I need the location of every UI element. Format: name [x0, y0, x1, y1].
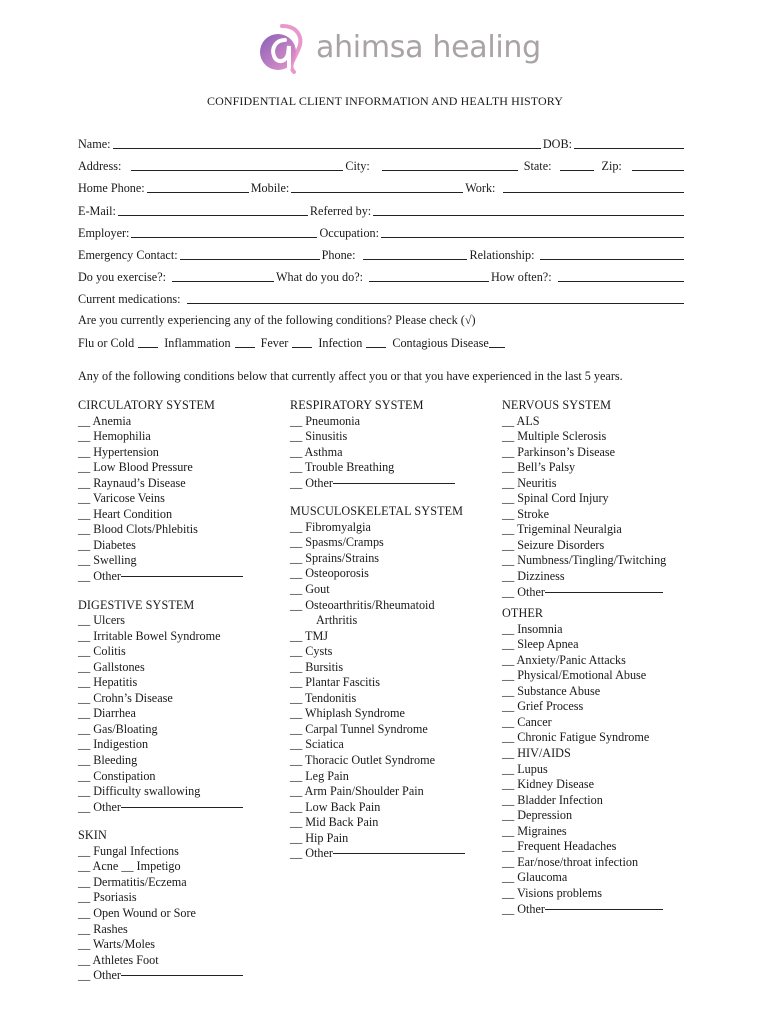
- musculoskeletal-header: MUSCULOSKELETAL SYSTEM: [290, 504, 464, 519]
- checklist-item-continuation: Arthritis: [316, 613, 358, 628]
- spacer: [78, 815, 243, 828]
- current-conditions-question: Are you currently experiencing any of the following conditions? Please check (√): [78, 313, 476, 327]
- phone-label: Phone:: [321, 248, 356, 262]
- other-label: __ Other: [290, 846, 333, 861]
- checklist-item[interactable]: __ Gout: [290, 582, 330, 597]
- checklist-item[interactable]: __ Frequent Headaches: [502, 839, 617, 854]
- other-label: __ Other: [290, 475, 333, 490]
- inflammation-label: Inflammation: [164, 336, 231, 350]
- checklist-item[interactable]: __ Low Back Pain: [290, 799, 381, 814]
- spacer: [78, 585, 243, 598]
- checklist-item[interactable]: __ Neuritis: [502, 475, 557, 490]
- checklist-item[interactable]: __ Cysts: [290, 644, 333, 659]
- respiratory-other[interactable]: [290, 476, 465, 492]
- checklist-item[interactable]: __ Hepatitis: [78, 675, 138, 690]
- checklist-item[interactable]: __ Diarrhea: [78, 706, 136, 721]
- address-field[interactable]: [131, 170, 343, 171]
- column-right: [502, 398, 666, 917]
- checklist-item[interactable]: __ Hypertension: [78, 444, 159, 459]
- emergency-contact-label: Emergency Contact:: [78, 248, 178, 262]
- skin-other[interactable]: [78, 968, 243, 984]
- flu-check[interactable]: [138, 347, 158, 348]
- how-often-field[interactable]: [558, 281, 684, 282]
- checklist-item[interactable]: __ Indigestion: [78, 737, 149, 752]
- checklist-item[interactable]: __ Varicose Veins: [78, 491, 165, 506]
- checklist-item[interactable]: __ Heart Condition: [78, 506, 173, 521]
- checklist-item[interactable]: __ Open Wound or Sore: [78, 905, 196, 920]
- checklist-item[interactable]: __ Osteoporosis: [290, 566, 369, 581]
- checklist-item[interactable]: __ Arm Pain/Shoulder Pain: [290, 784, 424, 799]
- flu-label: Flu or Cold: [78, 336, 135, 350]
- checklist-item[interactable]: __ Grief Process: [502, 699, 584, 714]
- occupation-field[interactable]: [381, 237, 684, 238]
- checklist-item[interactable]: __ Trigeminal Neuralgia: [502, 522, 622, 537]
- infection-label: Infection: [318, 336, 363, 350]
- checklist-item[interactable]: __ Seizure Disorders: [502, 537, 605, 552]
- spacer: [290, 491, 465, 504]
- checklist-item[interactable]: __ Sciatica: [290, 737, 344, 752]
- other-label: __ Other: [78, 569, 121, 584]
- form-title: CONFIDENTIAL CLIENT INFORMATION AND HEALTH HISTORY: [207, 94, 563, 108]
- checklist-item[interactable]: __ Fibromyalgia: [290, 519, 371, 534]
- do-you-exercise-field[interactable]: [172, 281, 274, 282]
- work-label: Work:: [465, 181, 496, 195]
- checklist-item[interactable]: __ Cancer: [502, 714, 552, 729]
- employer-field[interactable]: [131, 237, 317, 238]
- relationship-label: Relationship:: [469, 248, 535, 262]
- city-field[interactable]: [382, 170, 518, 171]
- row-name: [78, 136, 686, 152]
- other-conditions-other[interactable]: [502, 902, 666, 918]
- checklist-item[interactable]: __ Anemia: [78, 413, 132, 428]
- state-field[interactable]: [560, 170, 594, 171]
- checklist-item[interactable]: __ Carpal Tunnel Syndrome: [290, 721, 428, 736]
- checklist-item[interactable]: __ Anxiety/Panic Attacks: [502, 652, 626, 667]
- referred-by-field[interactable]: [373, 215, 684, 216]
- checklist-item[interactable]: __ Blood Clots/Phlebitis: [78, 522, 198, 537]
- other-line[interactable]: [121, 576, 243, 577]
- checklist-item[interactable]: __ Low Blood Pressure: [78, 460, 193, 475]
- checklist-item[interactable]: __ Rashes: [78, 921, 128, 936]
- nervous-header: NERVOUS SYSTEM: [502, 398, 612, 412]
- checklist-item[interactable]: __ Asthma: [290, 444, 343, 459]
- respiratory-header: RESPIRATORY SYSTEM: [290, 398, 424, 412]
- checklist-item[interactable]: __ Numbness/Tingling/Twitching: [502, 553, 667, 568]
- checklist-item[interactable]: __ Migraines: [502, 823, 567, 838]
- occupation-label: Occupation:: [319, 226, 380, 240]
- relationship-field[interactable]: [540, 259, 684, 260]
- address-label: Address:: [78, 159, 122, 173]
- row-employer: [78, 225, 686, 241]
- checklist-item[interactable]: __ Parkinson’s Disease: [502, 444, 616, 459]
- checklist-item[interactable]: __ Diabetes: [78, 537, 136, 552]
- phone-field[interactable]: [363, 259, 467, 260]
- current-medications-label: Current medications:: [78, 292, 181, 306]
- zip-field[interactable]: [632, 170, 684, 171]
- checklist-item[interactable]: __ Athletes Foot: [78, 952, 159, 967]
- checklist-item[interactable]: __ Dizziness: [502, 569, 565, 584]
- circulatory-header: CIRCULATORY SYSTEM: [78, 398, 215, 412]
- dob-label: DOB:: [542, 137, 572, 151]
- checklist-item[interactable]: __ Lupus: [502, 761, 548, 776]
- dob-field[interactable]: [574, 148, 684, 149]
- checklist-item[interactable]: __ Warts/Moles: [78, 937, 155, 952]
- checklist-item[interactable]: __ Psoriasis: [78, 890, 137, 905]
- row-emergency: [78, 247, 686, 263]
- checklist-item[interactable]: __ Kidney Disease: [502, 777, 595, 792]
- work-field[interactable]: [503, 192, 684, 193]
- digestive-header: DIGESTIVE SYSTEM: [78, 597, 195, 612]
- other-line[interactable]: [333, 853, 465, 854]
- referred-by-label: Referred by:: [309, 204, 372, 218]
- checklist-item[interactable]: __ Chronic Fatigue Syndrome: [502, 730, 650, 745]
- row-phones: [78, 180, 686, 196]
- checklist-item[interactable]: __ Ulcers: [78, 613, 126, 628]
- checklist-item[interactable]: __ Plantar Fascitis: [290, 675, 381, 690]
- other-label: __ Other: [78, 799, 121, 814]
- checklist-item[interactable]: __ TMJ: [290, 628, 329, 643]
- checklist-item[interactable]: __ Stroke: [502, 506, 550, 521]
- musculoskeletal-other[interactable]: [290, 846, 465, 862]
- home-phone-label: Home Phone:: [78, 181, 145, 195]
- checklist-item[interactable]: __ Sprains/Strains: [290, 550, 380, 565]
- checklist-item[interactable]: __ Physical/Emotional Abuse: [502, 668, 647, 683]
- other-line[interactable]: [121, 975, 243, 976]
- checklist-item[interactable]: __ Bleeding: [78, 753, 138, 768]
- checklist-item[interactable]: __ Ear/nose/throat infection: [502, 854, 639, 869]
- checklist-item[interactable]: __ Acne __ Impetigo: [78, 859, 181, 874]
- checklist-item[interactable]: __ Spasms/Cramps: [290, 535, 384, 550]
- name-field[interactable]: [113, 148, 541, 149]
- checklist-item[interactable]: __ Insomnia: [502, 621, 563, 636]
- fever-label: Fever: [260, 336, 289, 350]
- city-label: City:: [345, 159, 370, 173]
- row-medications: [78, 291, 686, 307]
- other-line[interactable]: [121, 807, 243, 808]
- other-line[interactable]: [333, 483, 455, 484]
- digestive-other[interactable]: [78, 800, 243, 816]
- checklist-item[interactable]: __ Thoracic Outlet Syndrome: [290, 753, 435, 768]
- brand-name: ahimsa healing: [316, 30, 541, 65]
- checklist-item[interactable]: __ Irritable Bowel Syndrome: [78, 628, 221, 643]
- mobile-label: Mobile:: [250, 181, 290, 195]
- column-middle: [290, 398, 465, 862]
- checklist-item[interactable]: __ Hemophilia: [78, 429, 151, 444]
- checklist-item[interactable]: __ Crohn’s Disease: [78, 690, 173, 705]
- checklist-item[interactable]: __ Hip Pain: [290, 830, 349, 845]
- checklist-item[interactable]: __ Whiplash Syndrome: [290, 706, 405, 721]
- checklist-item[interactable]: __ Sleep Apnea: [502, 637, 579, 652]
- brand-logo: [258, 22, 541, 74]
- checklist-item[interactable]: __ Gallstones: [78, 659, 145, 674]
- skin-header: SKIN: [78, 828, 107, 843]
- zip-label: Zip:: [601, 159, 622, 173]
- row-exercise: [78, 269, 686, 285]
- other-label: __ Other: [502, 584, 545, 599]
- infection-check[interactable]: [366, 347, 386, 348]
- other-label: __ Other: [502, 901, 545, 916]
- mobile-field[interactable]: [291, 192, 463, 193]
- checklist-item[interactable]: __ Gas/Bloating: [78, 721, 158, 736]
- checklist-item[interactable]: __ Raynaud’s Disease: [78, 475, 186, 490]
- email-label: E-Mail:: [78, 204, 116, 218]
- checklist-item[interactable]: __ Mid Back Pain: [290, 815, 379, 830]
- other-line[interactable]: [545, 909, 663, 910]
- what-do-you-do-label: What do you do?:: [276, 270, 363, 284]
- checklist-item[interactable]: __ Constipation: [78, 768, 156, 783]
- contagious-label: Contagious Disease: [392, 336, 489, 350]
- checklist-item[interactable]: __ Swelling: [78, 553, 137, 568]
- other-label: __ Other: [78, 968, 121, 983]
- checklist-item[interactable]: __ HIV/AIDS: [502, 746, 571, 761]
- row-address: [78, 158, 686, 174]
- column-left: [78, 398, 243, 984]
- checklist-item[interactable]: __ Leg Pain: [290, 768, 349, 783]
- checklist-item[interactable]: __ ALS: [502, 413, 540, 428]
- checklist-item[interactable]: __ Multiple Sclerosis: [502, 429, 607, 444]
- checklist-item[interactable]: __ Dermatitis/Eczema: [78, 874, 187, 889]
- state-label: State:: [523, 159, 552, 173]
- email-field[interactable]: [118, 215, 308, 216]
- checklist-item[interactable]: __ Fungal Infections: [78, 843, 179, 858]
- how-often-label: How often?:: [491, 270, 552, 284]
- inflammation-check[interactable]: [235, 347, 255, 348]
- checklist-item[interactable]: __ Substance Abuse: [502, 683, 601, 698]
- other-header: OTHER: [502, 606, 544, 621]
- ahimsa-logo-icon: [258, 22, 306, 74]
- home-phone-field[interactable]: [147, 192, 249, 193]
- checklist-item[interactable]: __ Glaucoma: [502, 870, 568, 885]
- checklist-item[interactable]: __ Visions problems: [502, 885, 602, 900]
- checklist-item[interactable]: __ Sinusitis: [290, 429, 348, 444]
- current-medications-field[interactable]: [187, 303, 684, 304]
- checklist-item[interactable]: __ Colitis: [78, 644, 126, 659]
- employer-label: Employer:: [78, 226, 130, 240]
- checklist-item[interactable]: __ Bursitis: [290, 659, 344, 674]
- fever-check[interactable]: [292, 347, 312, 348]
- checklist-item[interactable]: __ Osteoarthritis/Rheumatoid: [290, 597, 435, 612]
- nervous-other[interactable]: [502, 585, 666, 601]
- what-do-you-do-field[interactable]: [369, 281, 489, 282]
- checklist-item[interactable]: __ Pneumonia: [290, 413, 361, 428]
- checklist-item[interactable]: __ Bladder Infection: [502, 792, 603, 807]
- checklist-item[interactable]: __ Difficulty swallowing: [78, 784, 201, 799]
- checklist-item[interactable]: __ Bell’s Palsy: [502, 460, 576, 475]
- name-label: Name:: [78, 137, 111, 151]
- row-email: [78, 203, 686, 219]
- checklist-item[interactable]: __ Depression: [502, 808, 573, 823]
- history-note: Any of the following conditions below that currently affect you or that you have experienced in the last 5 years.: [78, 369, 623, 383]
- contagious-check[interactable]: [489, 347, 505, 348]
- checklist-item[interactable]: __ Tendonitis: [290, 690, 357, 705]
- row-current-conditions: [78, 335, 686, 351]
- circulatory-other[interactable]: [78, 569, 243, 585]
- emergency-contact-field[interactable]: [180, 259, 320, 260]
- other-line[interactable]: [545, 592, 663, 593]
- checklist-item[interactable]: __ Trouble Breathing: [290, 460, 395, 475]
- do-you-exercise-label: Do you exercise?:: [78, 270, 166, 284]
- checklist-item[interactable]: __ Spinal Cord Injury: [502, 491, 609, 506]
